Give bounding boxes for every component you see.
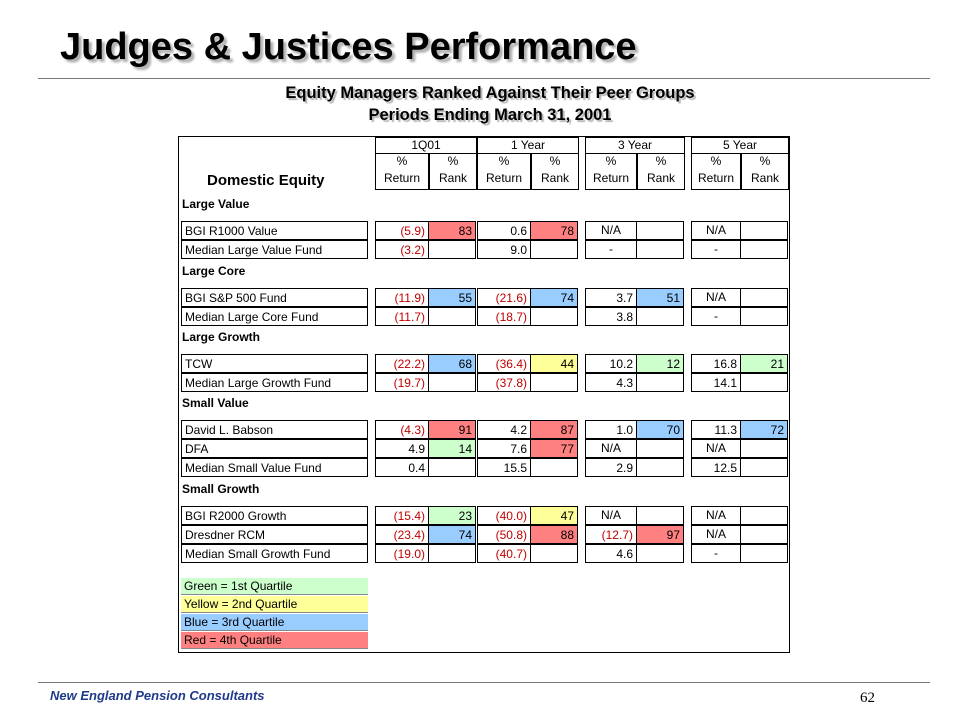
rank-cell: 70: [636, 420, 684, 439]
row-label-david-l-babson: David L. Babson: [181, 420, 368, 439]
return-cell: (50.8): [477, 525, 531, 544]
return-cell: 4.2: [477, 420, 531, 439]
rank-cell: [636, 544, 684, 563]
rank-cell: 91: [428, 420, 476, 439]
rank-cell: 51: [636, 288, 684, 307]
rank-cell: 23: [428, 506, 476, 525]
rank-cell: 78: [530, 221, 578, 240]
rank-cell: 47: [530, 506, 578, 525]
return-cell: 14.1: [691, 373, 741, 392]
legend-blue-quartile: Blue = 3rd Quartile: [181, 614, 368, 631]
return-cell: N/A: [691, 525, 741, 544]
row-label-bgi-r1000-value: BGI R1000 Value: [181, 221, 368, 240]
subtitle-line-1: Equity Managers Ranked Against Their Peer Groups: [285, 84, 695, 102]
period-1-return-pct: %: [477, 153, 531, 169]
return-cell: (40.0): [477, 506, 531, 525]
rank-cell: 87: [530, 420, 578, 439]
rank-cell: 44: [530, 354, 578, 373]
section-heading-large-value: Large Value: [182, 197, 250, 211]
period-1-rank-pct: %: [531, 153, 579, 169]
period-0-rank-label: Rank: [429, 168, 477, 190]
rank-cell: [740, 288, 788, 307]
return-cell: (19.0): [375, 544, 429, 563]
rank-cell: [636, 373, 684, 392]
period-2-rank-label: Rank: [637, 168, 685, 190]
rank-cell: [636, 458, 684, 477]
rank-cell: 21: [740, 354, 788, 373]
return-cell: 2.9: [585, 458, 637, 477]
rank-cell: [740, 525, 788, 544]
return-cell: 4.9: [375, 439, 429, 458]
return-cell: 0.6: [477, 221, 531, 240]
return-cell: -: [691, 307, 741, 326]
return-cell: N/A: [691, 288, 741, 307]
rank-cell: [428, 373, 476, 392]
legend-red-quartile: Red = 4th Quartile: [181, 632, 368, 649]
rank-cell: 74: [428, 525, 476, 544]
period-0-header: 1Q01: [375, 137, 477, 154]
return-cell: (18.7): [477, 307, 531, 326]
return-cell: (5.9): [375, 221, 429, 240]
row-label-median-small-value-fund: Median Small Value Fund: [181, 458, 368, 477]
rank-cell: [428, 240, 476, 259]
row-label-median-large-core-fund: Median Large Core Fund: [181, 307, 368, 326]
period-3-return-label: Return: [691, 168, 741, 190]
return-cell: (21.6): [477, 288, 531, 307]
return-cell: 4.6: [585, 544, 637, 563]
return-cell: N/A: [691, 506, 741, 525]
rank-cell: [530, 307, 578, 326]
subtitle-line-2: Periods Ending March 31, 2001: [368, 106, 612, 124]
footer-divider: [38, 682, 930, 683]
period-2-return-pct: %: [585, 153, 637, 169]
period-0-return-pct: %: [375, 153, 429, 169]
rank-cell: [740, 544, 788, 563]
rank-cell: 97: [636, 525, 684, 544]
rank-cell: [428, 307, 476, 326]
section-heading-large-growth: Large Growth: [182, 330, 261, 344]
return-cell: 10.2: [585, 354, 637, 373]
section-heading-small-growth: Small Growth: [182, 482, 260, 496]
rank-cell: 74: [530, 288, 578, 307]
rank-cell: 14: [428, 439, 476, 458]
return-cell: 11.3: [691, 420, 741, 439]
rank-cell: 55: [428, 288, 476, 307]
rank-cell: [636, 307, 684, 326]
period-3-rank-label: Rank: [741, 168, 789, 190]
rank-cell: [636, 439, 684, 458]
return-cell: -: [585, 240, 637, 259]
rank-cell: [636, 221, 684, 240]
return-cell: (4.3): [375, 420, 429, 439]
rank-cell: [530, 458, 578, 477]
return-cell: (37.8): [477, 373, 531, 392]
performance-table: [178, 136, 790, 653]
period-1-header: 1 Year: [477, 137, 579, 154]
period-2-header: 3 Year: [585, 137, 685, 154]
return-cell: (40.7): [477, 544, 531, 563]
row-label-median-large-value-fund: Median Large Value Fund: [181, 240, 368, 259]
return-cell: N/A: [691, 221, 741, 240]
rank-cell: [740, 506, 788, 525]
return-cell: 4.3: [585, 373, 637, 392]
row-label-tcw: TCW: [181, 354, 368, 373]
rank-cell: 83: [428, 221, 476, 240]
return-cell: 7.6: [477, 439, 531, 458]
return-cell: (23.4): [375, 525, 429, 544]
rank-cell: [740, 240, 788, 259]
rank-cell: [428, 458, 476, 477]
return-cell: N/A: [585, 439, 637, 458]
period-1-return-label: Return: [477, 168, 531, 190]
period-3-return-pct: %: [691, 153, 741, 169]
row-label-bgi-r2000-growth: BGI R2000 Growth: [181, 506, 368, 525]
domestic-equity-heading: Domestic Equity: [207, 172, 325, 189]
period-2-return-label: Return: [585, 168, 637, 190]
period-2-rank-pct: %: [637, 153, 685, 169]
slide-title: Judges & Justices Performance: [60, 26, 637, 68]
return-cell: N/A: [585, 221, 637, 240]
row-label-bgi-s-p-500-fund: BGI S&P 500 Fund: [181, 288, 368, 307]
rank-cell: [530, 240, 578, 259]
return-cell: (36.4): [477, 354, 531, 373]
legend-green-quartile: Green = 1st Quartile: [181, 578, 368, 595]
rank-cell: [428, 544, 476, 563]
return-cell: -: [691, 240, 741, 259]
return-cell: 16.8: [691, 354, 741, 373]
return-cell: (15.4): [375, 506, 429, 525]
return-cell: 3.7: [585, 288, 637, 307]
return-cell: (3.2): [375, 240, 429, 259]
return-cell: (19.7): [375, 373, 429, 392]
page-number: 62: [860, 690, 875, 706]
return-cell: (11.9): [375, 288, 429, 307]
period-3-rank-pct: %: [741, 153, 789, 169]
rank-cell: [530, 373, 578, 392]
return-cell: 1.0: [585, 420, 637, 439]
footer-organization: New England Pension Consultants: [50, 688, 265, 703]
rank-cell: 88: [530, 525, 578, 544]
return-cell: N/A: [691, 439, 741, 458]
rank-cell: [636, 506, 684, 525]
rank-cell: [740, 458, 788, 477]
rank-cell: 12: [636, 354, 684, 373]
row-label-dfa: DFA: [181, 439, 368, 458]
return-cell: 15.5: [477, 458, 531, 477]
legend-yellow-quartile: Yellow = 2nd Quartile: [181, 596, 368, 613]
period-0-return-label: Return: [375, 168, 429, 190]
return-cell: (11.7): [375, 307, 429, 326]
rank-cell: 72: [740, 420, 788, 439]
rank-cell: [740, 221, 788, 240]
section-heading-small-value: Small Value: [182, 396, 249, 410]
row-label-median-small-growth-fund: Median Small Growth Fund: [181, 544, 368, 563]
rank-cell: 77: [530, 439, 578, 458]
rank-cell: [740, 439, 788, 458]
row-label-dresdner-rcm: Dresdner RCM: [181, 525, 368, 544]
row-label-median-large-growth-fund: Median Large Growth Fund: [181, 373, 368, 392]
return-cell: (12.7): [585, 525, 637, 544]
return-cell: N/A: [585, 506, 637, 525]
return-cell: 12.5: [691, 458, 741, 477]
period-3-header: 5 Year: [691, 137, 789, 154]
rank-cell: [636, 240, 684, 259]
title-divider: [38, 78, 930, 79]
period-1-rank-label: Rank: [531, 168, 579, 190]
section-heading-large-core: Large Core: [182, 264, 246, 278]
period-0-rank-pct: %: [429, 153, 477, 169]
rank-cell: [530, 544, 578, 563]
return-cell: 0.4: [375, 458, 429, 477]
rank-cell: 68: [428, 354, 476, 373]
return-cell: (22.2): [375, 354, 429, 373]
return-cell: 9.0: [477, 240, 531, 259]
return-cell: -: [691, 544, 741, 563]
rank-cell: [740, 373, 788, 392]
return-cell: 3.8: [585, 307, 637, 326]
rank-cell: [740, 307, 788, 326]
